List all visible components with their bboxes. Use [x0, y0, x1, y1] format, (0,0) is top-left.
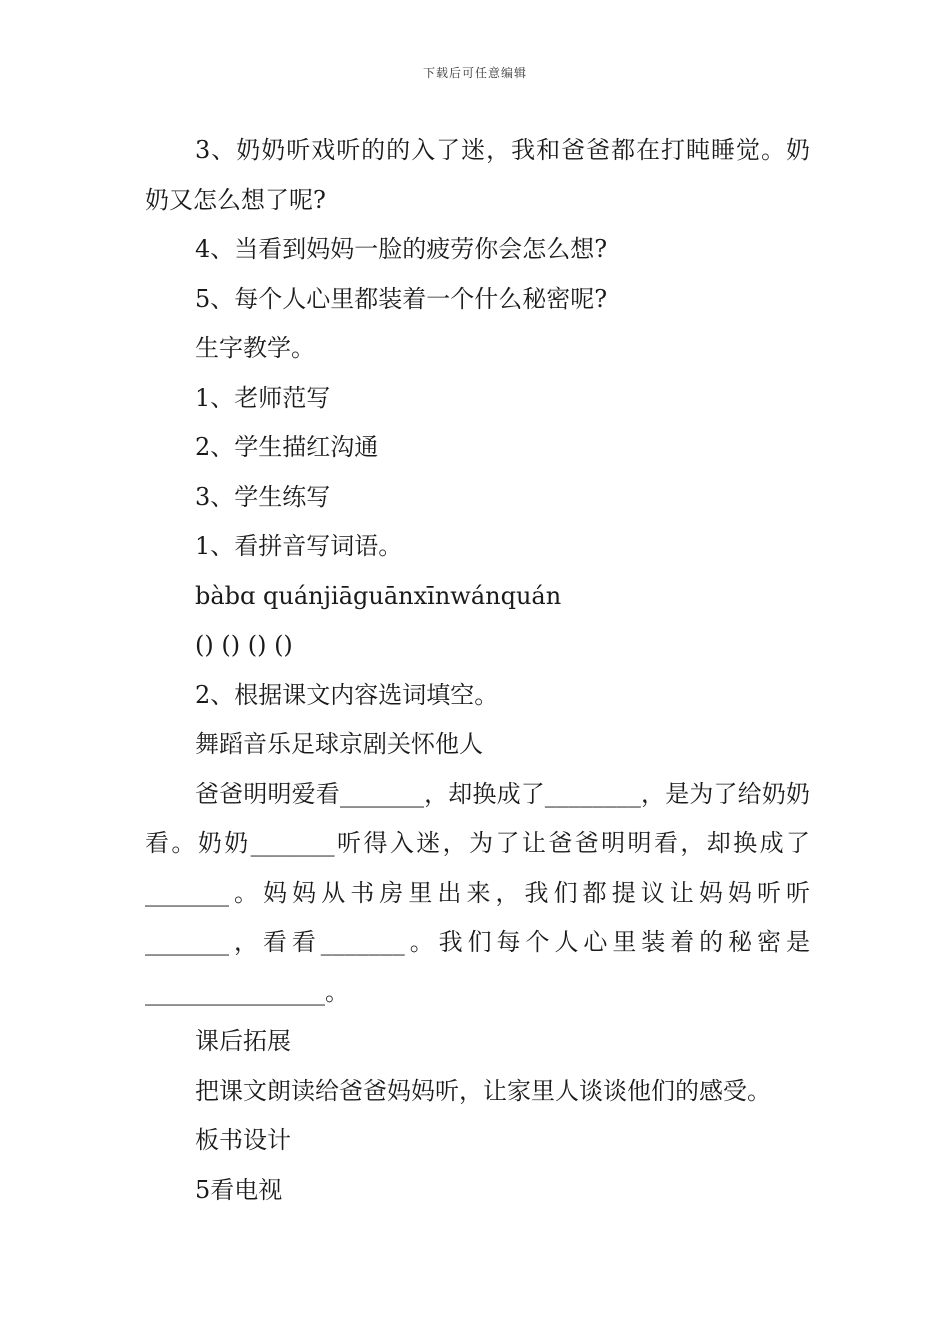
answer-brackets-line: () () () () — [195, 631, 293, 659]
fill-blank-paragraph: 爸爸明明爱看_______，却换成了________，是为了给奶奶看。奶奶_______听得入迷，为了让爸爸明明看，却换成了_______。妈妈从书房里出来，我们都提议让妈妈听听_______，看看_______。我们每个人心里装着的秘密是_______________。 — [145, 779, 810, 1006]
list-item-student-practice: 3、学生练写 — [195, 482, 331, 511]
word-bank-line: 舞蹈音乐足球京剧关怀他人 — [195, 730, 483, 758]
paragraph-question-4: 4、当看到妈妈一脸的疲劳你会怎么想? — [195, 235, 608, 263]
paragraph-question-3: 3、奶奶听戏听的的入了迷，我和爸爸都在打盹睡觉。奶奶又怎么想了呢? — [145, 136, 810, 214]
section-heading-extension: 课后拓展 — [195, 1027, 291, 1055]
page-header: 下载后可任意编辑 — [422, 66, 527, 80]
paragraph-question-5: 5、每个人心里都装着一个什么秘密呢? — [195, 284, 608, 313]
list-item-student-tracing: 2、学生描红沟通 — [195, 433, 379, 461]
section-heading-board-design: 板书设计 — [195, 1126, 291, 1154]
document-body — [145, 126, 810, 1215]
exercise-heading-pinyin: 1、看拼音写词语。 — [195, 532, 403, 560]
section-heading-character-teaching: 生字教学。 — [195, 334, 315, 362]
exercise-heading-fill-blank: 2、根据课文内容选词填空。 — [195, 680, 499, 709]
pinyin-line: bàbɑ quánjiāguānxīnwánquán — [195, 581, 562, 610]
extension-text: 把课文朗读给爸爸妈妈听，让家里人谈谈他们的感受。 — [195, 1076, 771, 1105]
board-design-title: 5看电视 — [195, 1175, 283, 1204]
list-item-teacher-demo: 1、老师范写 — [195, 383, 331, 412]
